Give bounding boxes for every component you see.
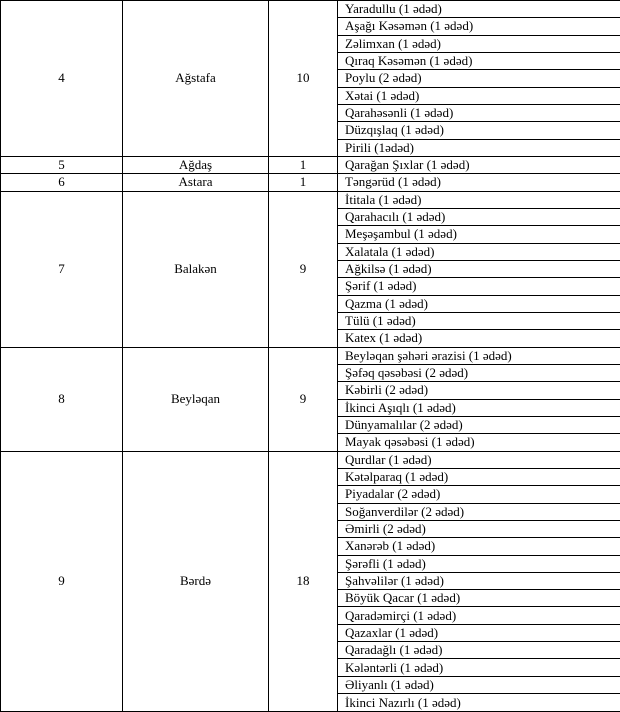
village-cell: Zəlimxan (1 ədəd) [338, 35, 620, 52]
village-cell: Təngərüd (1 ədəd) [338, 174, 620, 191]
district-name-cell: Beyləqan [123, 347, 269, 451]
village-cell: Qarahacılı (1 ədəd) [338, 208, 620, 225]
district-name-cell: Ağstafa [123, 1, 269, 157]
count-cell: 18 [269, 451, 338, 711]
village-cell: Xanərəb (1 ədəd) [338, 538, 620, 555]
count-cell: 1 [269, 174, 338, 191]
village-cell: Qarahəsənli (1 ədəd) [338, 104, 620, 121]
village-cell: Qazma (1 ədəd) [338, 295, 620, 312]
table-row [1, 1, 620, 18]
village-cell: Beyləqan şəhəri ərazisi (1 ədəd) [338, 347, 620, 364]
village-cell: Böyük Qacar (1 ədəd) [338, 590, 620, 607]
district-name-cell: Ağdaş [123, 156, 269, 173]
table-row [1, 347, 620, 364]
village-cell: Kəbirli (2 ədəd) [338, 382, 620, 399]
village-cell: Yaradullu (1 ədəd) [338, 1, 620, 18]
table-row [1, 191, 620, 208]
row-number-cell: 6 [1, 174, 123, 191]
village-cell: Qurdlar (1 ədəd) [338, 451, 620, 468]
village-cell: Xalatala (1 ədəd) [338, 243, 620, 260]
village-cell: Tülü (1 ədəd) [338, 312, 620, 329]
village-cell: Şərəfli (1 ədəd) [338, 555, 620, 572]
row-number-cell: 8 [1, 347, 123, 451]
count-cell: 9 [269, 191, 338, 347]
row-number-cell: 4 [1, 1, 123, 157]
village-cell: Poylu (2 ədəd) [338, 70, 620, 87]
village-cell: Katex (1 ədəd) [338, 330, 620, 347]
village-cell: Soğanverdilər (2 ədəd) [338, 503, 620, 520]
count-cell: 9 [269, 347, 338, 451]
village-cell: Meşəşambul (1 ədəd) [338, 226, 620, 243]
village-cell: Ağkilsə (1 ədəd) [338, 260, 620, 277]
village-cell: Xətai (1 ədəd) [338, 87, 620, 104]
village-cell: Pirili (1ədəd) [338, 139, 620, 156]
village-cell: Qarağan Şıxlar (1 ədəd) [338, 156, 620, 173]
village-cell: Qazaxlar (1 ədəd) [338, 624, 620, 641]
village-cell: Əliyanlı (1 ədəd) [338, 676, 620, 693]
village-cell: Düzqışlaq (1 ədəd) [338, 122, 620, 139]
row-number-cell: 7 [1, 191, 123, 347]
village-cell: Aşağı Kəsəmən (1 ədəd) [338, 18, 620, 35]
village-cell: Şahvəlilər (1 ədəd) [338, 572, 620, 589]
count-cell: 1 [269, 156, 338, 173]
district-name-cell: Bərdə [123, 451, 269, 711]
village-cell: Piyadalar (2 ədəd) [338, 486, 620, 503]
table-row [1, 451, 620, 468]
village-cell: İtitala (1 ədəd) [338, 191, 620, 208]
village-cell: Qaradağlı (1 ədəd) [338, 642, 620, 659]
village-cell: Dünyamalılar (2 ədəd) [338, 416, 620, 433]
district-name-cell: Balakən [123, 191, 269, 347]
count-cell: 10 [269, 1, 338, 157]
village-cell: Qıraq Kəsəmən (1 ədəd) [338, 52, 620, 69]
village-cell: Kələntərli (1 ədəd) [338, 659, 620, 676]
village-cell: İkinci Aşıqlı (1 ədəd) [338, 399, 620, 416]
district-name-cell: Astara [123, 174, 269, 191]
table-row [1, 174, 620, 191]
village-cell: Şərif (1 ədəd) [338, 278, 620, 295]
village-cell: Kətəlparaq (1 ədəd) [338, 468, 620, 485]
row-number-cell: 5 [1, 156, 123, 173]
village-cell: İkinci Nazırlı (1 ədəd) [338, 694, 620, 712]
table-row [1, 156, 620, 173]
village-cell: Mayak qəsəbəsi (1 ədəd) [338, 434, 620, 451]
village-cell: Əmirli (2 ədəd) [338, 520, 620, 537]
district-table-body [1, 1, 620, 712]
row-number-cell: 9 [1, 451, 123, 711]
village-cell: Şəfəq qəsəbəsi (2 ədəd) [338, 364, 620, 381]
village-cell: Qaradəmirçi (1 ədəd) [338, 607, 620, 624]
